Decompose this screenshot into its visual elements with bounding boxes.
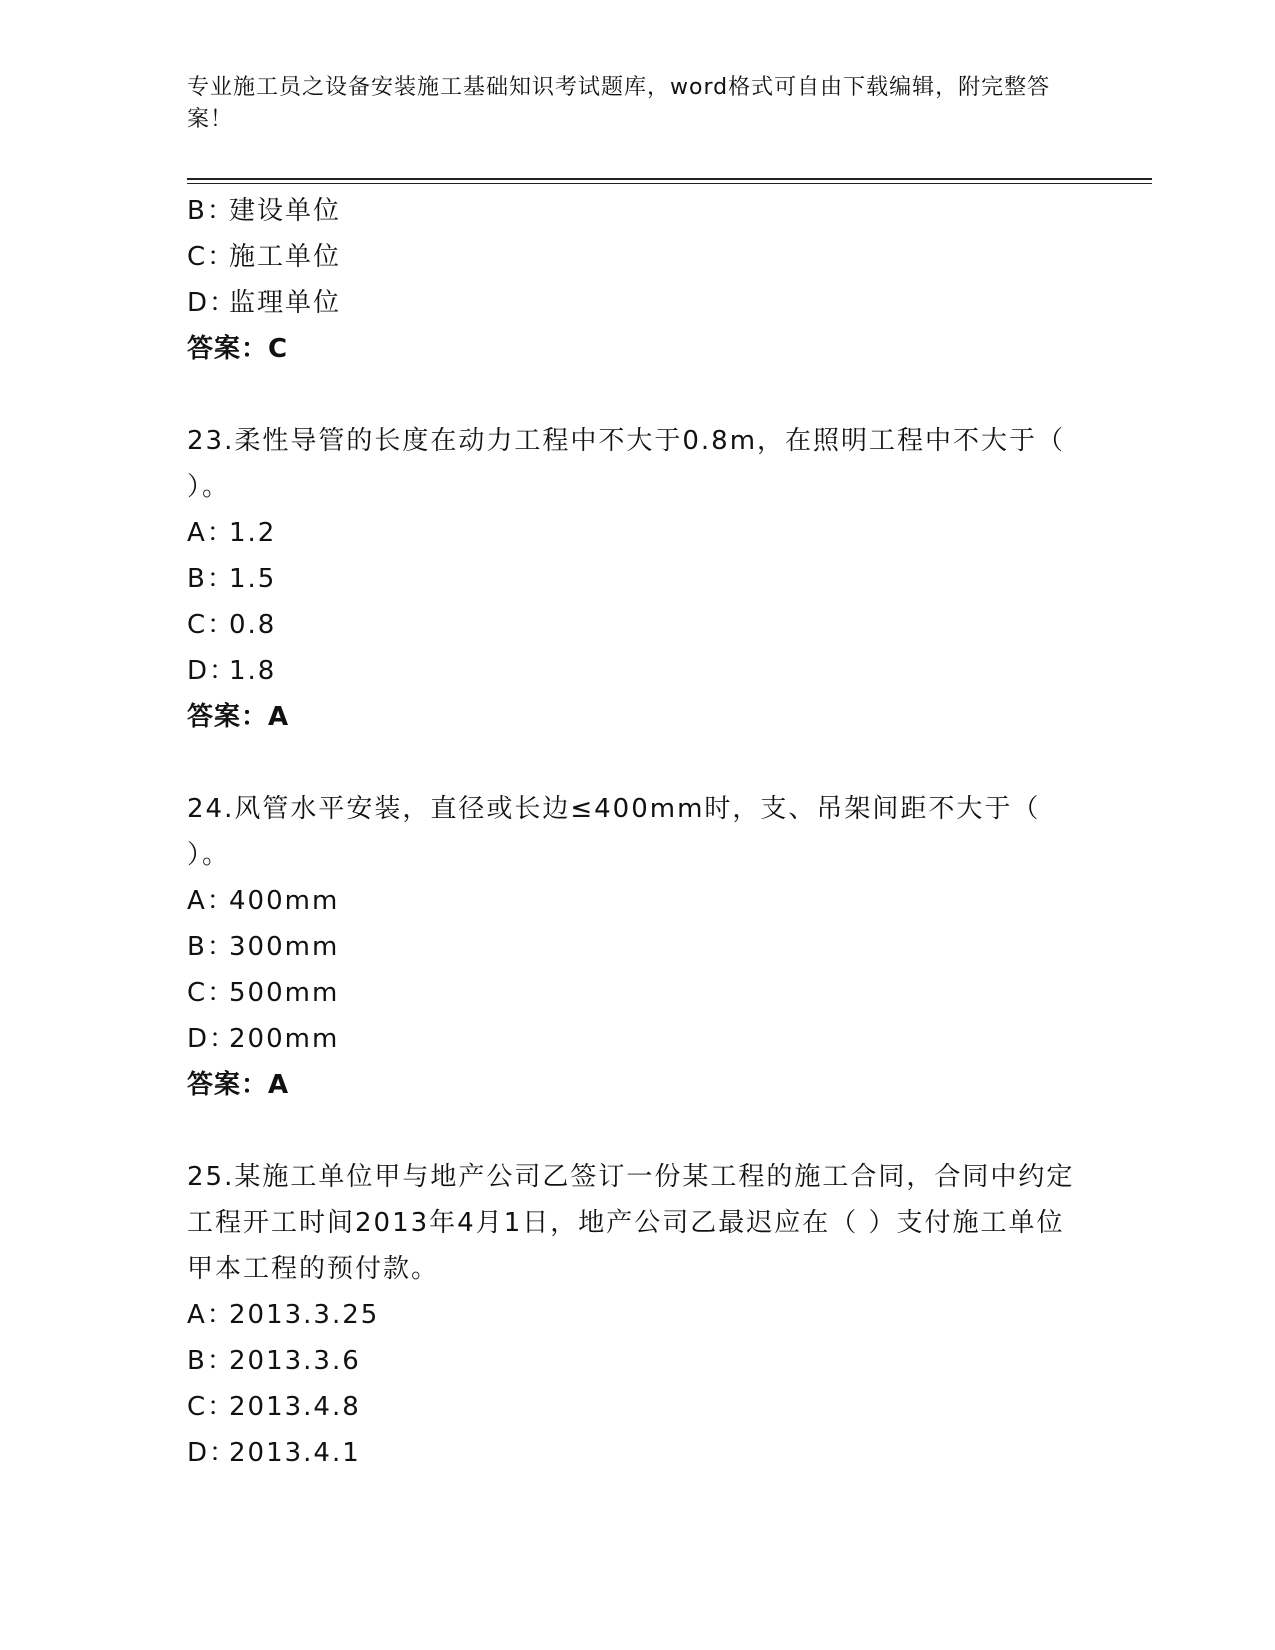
option-a bbox=[187, 510, 1087, 556]
option-text: 300mm bbox=[229, 932, 340, 962]
option-text: 2013.4.1 bbox=[229, 1438, 361, 1468]
option-text: 监理单位 bbox=[229, 288, 342, 318]
option-key: A： bbox=[187, 886, 235, 916]
option-text: 1.5 bbox=[229, 564, 277, 594]
option-c bbox=[187, 602, 1087, 648]
header-rule-thin bbox=[187, 183, 1152, 184]
option-c bbox=[187, 970, 1087, 1016]
option-d bbox=[187, 648, 1087, 694]
option-text: 500mm bbox=[229, 978, 340, 1008]
option-key: D： bbox=[187, 656, 238, 686]
option-text: 施工单位 bbox=[229, 242, 342, 272]
option-a bbox=[187, 878, 1087, 924]
question-stem: 23.柔性导管的长度在动力工程中不大于0.8m，在照明工程中不大于（ ）。 bbox=[187, 426, 1066, 502]
option-key: C： bbox=[187, 1392, 236, 1422]
question-stem: 25.某施工单位甲与地产公司乙签订一份某工程的施工合同，合同中约定工程开工时间2013年4月1日，地产公司乙最迟应在（ ）支付施工单位甲本工程的预付款。 bbox=[187, 1162, 1075, 1284]
question-25 bbox=[187, 1154, 1087, 1476]
option-text: 1.8 bbox=[229, 656, 277, 686]
option-text: 200mm bbox=[229, 1024, 340, 1054]
question-23 bbox=[187, 418, 1087, 740]
option-key: C： bbox=[187, 242, 236, 272]
option-d bbox=[187, 1430, 1087, 1476]
option-b bbox=[187, 188, 1087, 234]
option-key: B： bbox=[187, 564, 235, 594]
option-text: 2013.3.6 bbox=[229, 1346, 361, 1376]
answer-line: 答案：A bbox=[187, 702, 290, 732]
answer-line: 答案：A bbox=[187, 1070, 290, 1100]
header-rule-thick bbox=[187, 178, 1152, 180]
question-stem: 24.风管水平安装，直径或长边≤400mm时，支、吊架间距不大于（ ）。 bbox=[187, 794, 1041, 870]
option-b bbox=[187, 924, 1087, 970]
option-key: B： bbox=[187, 1346, 235, 1376]
question-22-partial bbox=[187, 188, 1087, 372]
option-key: D： bbox=[187, 1438, 238, 1468]
option-key: A： bbox=[187, 1300, 235, 1330]
option-key: C： bbox=[187, 610, 236, 640]
option-text: 2013.3.25 bbox=[229, 1300, 380, 1330]
option-d bbox=[187, 1016, 1087, 1062]
answer-line: 答案：C bbox=[187, 334, 289, 364]
option-key: D： bbox=[187, 288, 238, 318]
option-text: 建设单位 bbox=[229, 196, 342, 226]
option-key: B： bbox=[187, 932, 235, 962]
option-key: D： bbox=[187, 1024, 238, 1054]
option-key: C： bbox=[187, 978, 236, 1008]
option-key: A： bbox=[187, 518, 235, 548]
question-24 bbox=[187, 786, 1087, 1108]
option-c bbox=[187, 1384, 1087, 1430]
option-text: 2013.4.8 bbox=[229, 1392, 361, 1422]
option-b bbox=[187, 556, 1087, 602]
document-body bbox=[187, 188, 1087, 1476]
option-text: 400mm bbox=[229, 886, 340, 916]
option-b bbox=[187, 1338, 1087, 1384]
document-header: 专业施工员之设备安装施工基础知识考试题库，word格式可自由下载编辑，附完整答案！ bbox=[187, 75, 1051, 132]
option-d bbox=[187, 280, 1087, 326]
option-key: B： bbox=[187, 196, 235, 226]
option-text: 0.8 bbox=[229, 610, 277, 640]
option-c bbox=[187, 234, 1087, 280]
option-text: 1.2 bbox=[229, 518, 277, 548]
option-a bbox=[187, 1292, 1087, 1338]
